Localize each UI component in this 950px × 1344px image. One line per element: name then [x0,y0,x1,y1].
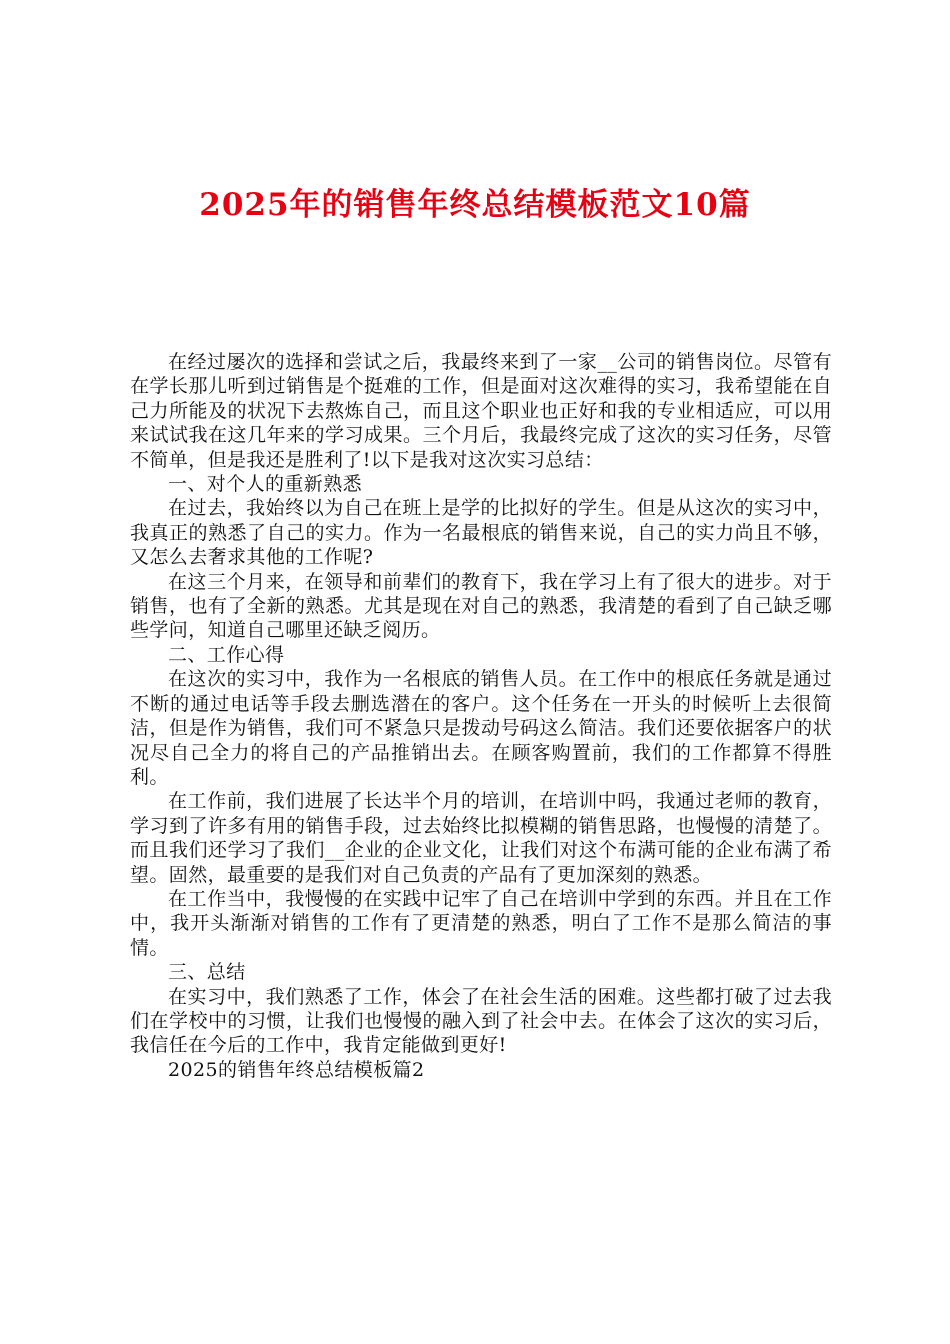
section-heading-3: 三、总结 [168,961,246,984]
body-paragraph: 在这三个月来，在领导和前辈们的教育下，我在学习上有了很大的进步。对于销售，也有了全新的熟悉。尤其是现在对自己的熟悉，我清楚的看到了自己缺乏哪些学问，知道自己哪里还缺乏阅历。 [130,570,832,642]
body-paragraph: 在工作当中，我慢慢的在实践中记牢了自己在培训中学到的东西。并且在工作中，我开头渐渐对销售的工作有了更清楚的熟悉，明白了工作不是那么简洁的事情。 [130,887,832,959]
document-body [130,350,832,1082]
body-paragraph: 在工作前，我们进展了长达半个月的培训，在培训中吗，我通过老师的教育，学习到了许多有用的销售手段，过去始终比拟模糊的销售思路，也慢慢的清楚了。而且我们还学习了我们__企业的企业文化，让我们对这个布满可能的企业布满了希望。固然，最重要的是我们对自己负责的产品有了更加深刻的熟悉。 [130,790,832,886]
section-heading-1: 一、对个人的重新熟悉 [168,473,363,496]
body-paragraph: 在这次的实习中，我作为一名根底的销售人员。在工作中的根底任务就是通过不断的通过电话等手段去删选潜在的客户。这个任务在一开头的时候听上去很简洁，但是作为销售，我们可不紧急只是拨动号码这么简洁。我们还要依据客户的状况尽自己全力的将自己的产品推销出去。在顾客购置前，我们的工作都算不得胜利。 [130,668,832,788]
document-title: 2025年的销售年终总结模板范文10篇 [199,187,751,223]
section-heading-2: 二、工作心得 [168,643,285,666]
intro-paragraph: 在经过屡次的选择和尝试之后，我最终来到了一家__公司的销售岗位。尽管有在学长那儿听到过销售是个挺难的工作，但是面对这次难得的实习，我希望能在自己力所能及的状况下去熬炼自己，而且这个职业也正好和我的专业相适应，可以用来试试我在这几年来的学习成果。三个月后，我最终完成了这次的实习任务，尽管不简单，但是我还是胜利了!以下是我对这次实习总结： [130,351,832,471]
body-paragraph: 在实习中，我们熟悉了工作，体会了在社会生活的困难。这些都打破了过去我们在学校中的习惯，让我们也慢慢的融入到了社会中去。在体会了这次的实习后，我信任在今后的工作中，我肯定能做到更好! [130,985,832,1057]
body-paragraph: 在过去，我始终以为自己在班上是学的比拟好的学生。但是从这次的实习中，我真正的熟悉了自己的实力。作为一名最根底的销售来说，自己的实力尚且不够，又怎么去奢求其他的工作呢? [130,497,832,569]
next-article-heading: 2025的销售年终总结模板篇2 [168,1058,425,1081]
